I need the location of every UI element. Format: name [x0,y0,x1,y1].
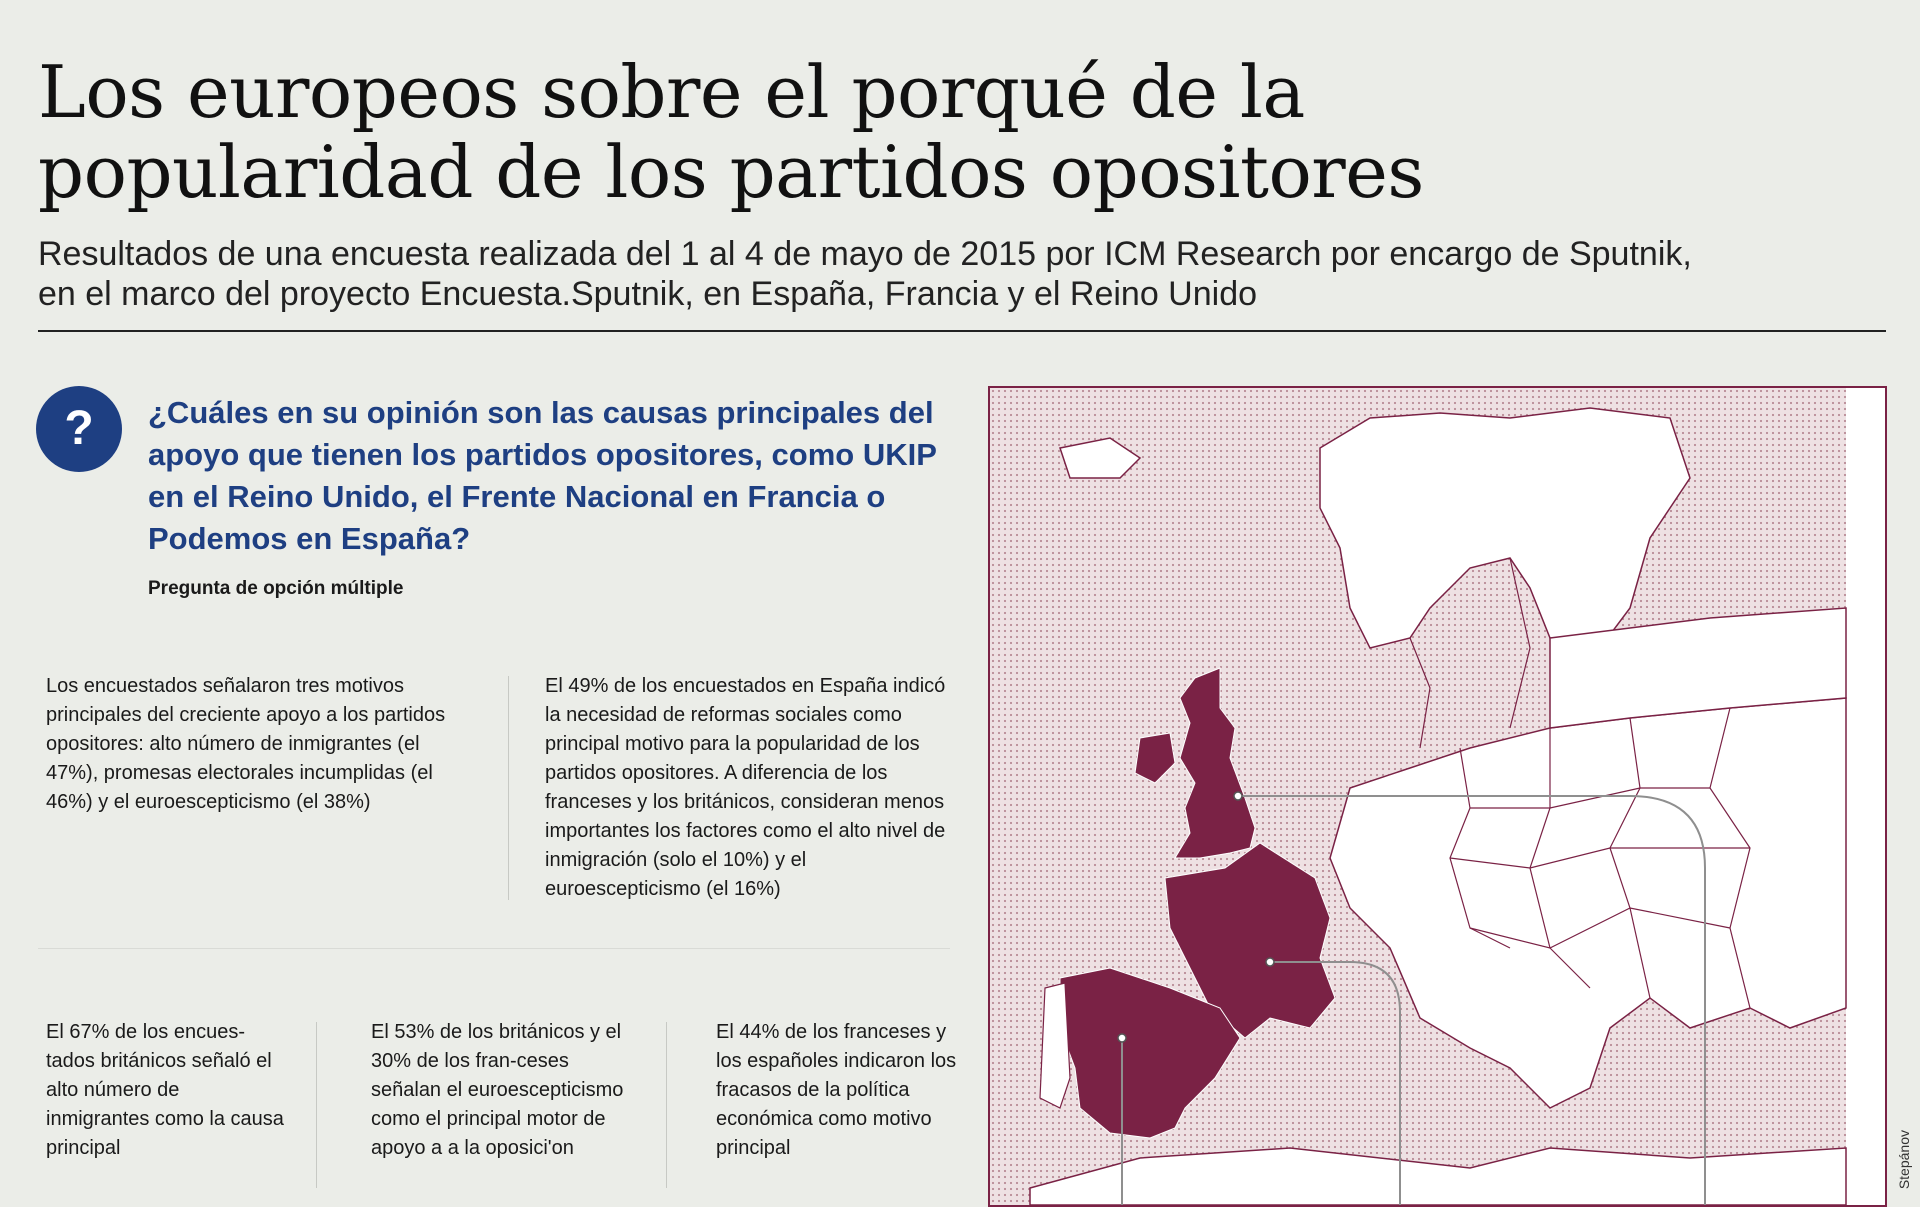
column-divider [666,1022,667,1188]
section-divider [38,948,950,949]
page-subtitle: Resultados de una encuesta realizada del 1 al 4 de mayo de 2015 por ICM Research por encargo de Sputnik, en el marco del proyecto Encuesta.Sputnik, en España, Francia y el Reino Unido [38,235,1692,313]
page-title: Los europeos sobre el porqué de la popularidad de los partidos opositores [38,50,1424,214]
europe-map-graphic [990,388,1885,1205]
finding-euroscepticism: El 53% de los británicos y el 30% de los fran-ceses señalan el euroescepticismo como el principal motor de apoyo a a la oposici'on [371,1021,624,1159]
column-divider [508,676,509,900]
question-type: Pregunta de opción múltiple [148,578,404,599]
credit: Stepánov [1896,1130,1912,1190]
finding-spain: El 49% de los encuestados en España indicó la necesidad de reformas sociales como principal motivo para la popularidad de los partidos opositores. A diferencia de los franceses y los británicos, consideran menos importantes los factores como el alto nivel de inmigración (solo el 10%) y el euroescepticismo (el 16%) [545,675,946,900]
column-divider [316,1022,317,1188]
portugal-shape [1040,983,1070,1108]
survey-question: ¿Cuáles en su opinión son las causas principales del apoyo que tienen los partidos opositores, como UKIP en el Reino Unido, el Frente Nacional en Francia o Podemos en España? [148,395,937,556]
europe-map [988,386,1887,1207]
header-divider [38,330,1886,332]
finding-uk: El 67% de los encues-tados británicos señaló el alto número de inmigrantes como la causa principal [46,1021,284,1159]
finding-france-spain: El 44% de los franceses y los españoles indicaron los fracasos de la política económica como motivo principal [716,1021,957,1159]
finding-summary: Los encuestados señalaron tres motivos principales del creciente apoyo a los partidos opositores: alto número de inmigrantes (el 47%), promesas electorales incumplidas (el 46%) y el euroescepticismo (el 38%) [46,675,446,813]
question-icon: ? [36,386,122,472]
